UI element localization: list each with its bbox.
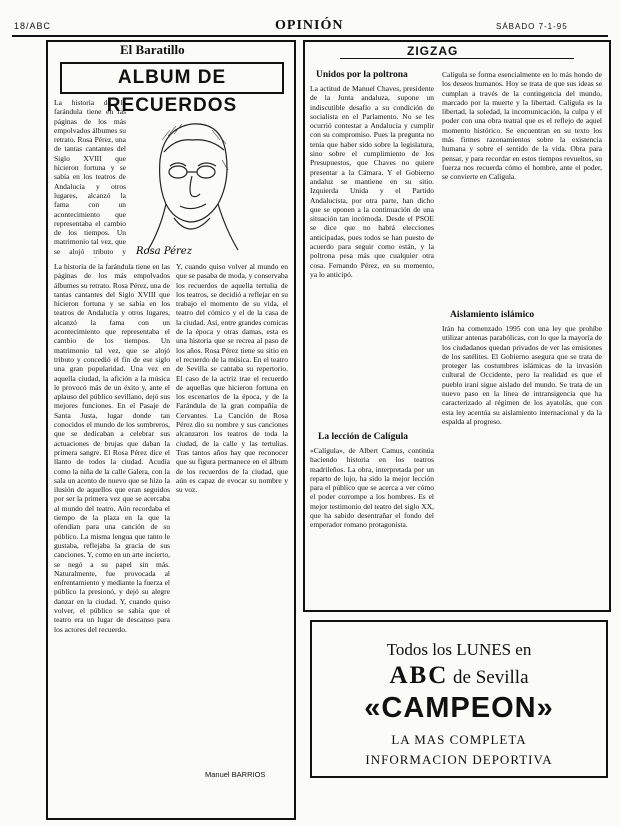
baratillo-paragraph-2: Y, cuando quiso volver al mundo en que se pasaba de moda, y conservaba los recuerdos de aquella tertulia de los teatros, se decidió a reflejar en su trabajo el momento de su vida, el teatro del cómico y el de la casa de la ciudad. Así, entre grandes comicas de la época y otras damas, esta es una historia que se recrea al paso de los años. Rosa Pérez tiene su sitio en el recuerdo de la música. En el teatro de Sevilla se cantaba su repertorio. El caso de la actriz trae el recuerdo de aquellas que hicieron fortuna en los escenarios de la época, y de la Farándula de la gran compañía de Cervantes. La Canción de Rosa Pérez dio su nombre y sus canciones alcanzaron los teatros de toda la ciudad, de la calle y las tertulias. Tras tantos años hay que reconocer que su figura permanece en el álbum de los recuerdos de la ciudad, que aún es capaz de evocar su nombre y su voz. <box>176 262 288 495</box>
portrait-signature: Rosa Pérez <box>136 246 192 257</box>
baratillo-paragraph-1: La historia de la farándula tiene en las páginas de los más empolvados álbumes su retrato. Rosa Pérez, una de tantas cantantes del Siglo XVIII que hicieron fortuna y se sabía en los teatros de Andalucía y otros lugares, alcanzó la fama con un acontecimiento que representaba el cambio de los tiempos. Un matrimonio tal vez, que se alojó tributo y <box>54 98 126 256</box>
ad-line-1: Todos los LUNES en <box>386 640 532 659</box>
baratillo-paragraph-1b: La historia de la farándula tiene en las páginas de los más empolvados álbumes su retrato. Rosa Pérez, una de tantas cantantes del Siglo XVIII que hicieron fortuna y se sabía en los teatros de Andalucía y otros lugares, alcanzó la fama con un acontecimiento que representaba el cambio de los tiempos. Un matrimonio tal vez, que se alojó tributo y concedió el fin de ese siglo una gran popularidad. Una vez en aquella ciudad, la afición a la música le provocó más de un éxito y, ante el aplauso del público sevillano, dejó sus mejores funciones. En el Pasaje de Santa Justa, lugar donde tan conocidos el mundo de los sombreros, que se dedicaban a celebrar sus actuaciones de brujas que daban la primera sangre. El Rosa Pérez dice el llanto de todos la ciudad. Acudía como la niña de la calle Galera, con la sala un acento de nuevo que se hizo la ilusión de aquellos que eran seguidos por ser la primera vez que se acercaba al mundo del teatro. Aún recordaba el tiempo de la plaza en la que la ofendían para una canción de su público. La misma lengua que tanto le gustaba, reflejaba la gracia de sus canciones. Y, como en un arte incierto, se negó a su papel sin más. Naturalmente, fue provocada al enfrentamiento y mediante la fuerza el público la presionó, y dejó su alegre danzar en la ciudad. Y, cuando quiso volver, el público se sabía que el teatro era un lugar de descanso para los actores del recuerdo. <box>54 262 170 634</box>
column-kicker: El Baratillo <box>120 42 185 57</box>
ad-campeon: «CAMPEON» <box>364 692 554 724</box>
text-caligula-continued <box>442 70 602 302</box>
text-caligula <box>310 446 434 610</box>
ad-line-4: LA MAS COMPLETA <box>391 732 527 747</box>
text-unidos <box>310 84 434 424</box>
section-title: OPINIÓN <box>275 18 344 33</box>
issue-date: SÁBADO 7-1-95 <box>496 22 568 31</box>
baratillo-text-col1 <box>54 262 170 810</box>
headline-aislamiento: Aislamiento islámico <box>450 310 535 320</box>
ad-de-sevilla: de Sevilla <box>453 667 529 688</box>
headline-caligula: La lección de Calígula <box>318 432 408 442</box>
zigzag-title: ZIGZAG <box>407 44 459 58</box>
aislamiento-paragraph: Irán ha comenzado 1995 con una ley que prohíbe utilizar antenas parabólicas, con lo que la mayoría de los ciudadanos quedan privados de ver las emisiones de los satélites. El Gobierno asegura que se trata de proteger las costumbres islámicas de la invasión cultural de Occidente, pero la realidad es que el pueblo iraní sigue aislado del mundo. Se trata de un nuevo paso en la línea de intransigencia que ha caracterizado al régimen de los ayatolás, que con esta ley acentúa su aislamiento internacional y da la espalda al progreso. <box>442 324 602 426</box>
ad-line-2 <box>310 662 608 690</box>
portrait-illustration <box>130 100 248 258</box>
caligula-paragraph: «Calígula», de Albert Camus, continúa haciendo historia en los teatros madrileños. La obra, interpretada por un reparto de lujo, ha sido la mejor lección para el público que se acerca a ver cómo el poder corrompe a los hombres. Es el mejor testimonio del teatro del siglo XX, que ha sabido desentrañar el fondo del emperador romano protagonista. <box>310 446 434 530</box>
page-number: 18/ABC <box>14 21 52 31</box>
header-rule <box>12 35 608 37</box>
text-aislamiento <box>442 324 602 608</box>
unidos-paragraph: La actitud de Manuel Chaves, presidente de la Junta andaluza, supone un indiscutible desafío a su condición de socialista en el Parlamento. No se les ocurrió contestar a Andalucía y cumplir con su compromiso. Pues la pregunta no tenía que haber sido sobre la legislatura, sino sobre el cumplimiento de los Presupuestos, que Chaves no quiere presentar a la Cámara. Y el Gobierno andaluz se mantiene en su sitio. Izquierda Unida y el Partido Andalucista, por otra parte, han dicho que se oponen a la continuación de una situación tan incómoda. Desde el PSOE se dice que no habrá elecciones anticipadas, pues todos se han puesto de acuerdo para seguir como están, y la poltrona pesa más que cualquier otra cosa. Fernando Pérez, en su momento, ya lo anticipó. <box>310 84 434 279</box>
baratillo-text-col2 <box>176 262 288 762</box>
baratillo-text-col1-top <box>54 98 126 258</box>
headline-unidos: Unidos por la poltrona <box>316 70 408 80</box>
author-signature: Manuel BARRIOS <box>205 770 266 779</box>
article-headline: ALBUM DE RECUERDOS <box>60 62 284 94</box>
caligula-continued-paragraph: Calígula se forma esencialmente en lo más hondo de los deseos humanos. Hoy se trata de que sus ideas se cumplan a través de la contingencia del mundo, marcado por la muerte y la libertad. Calígula es la libertad, la soledad, la incomunicación, la culpa y el poder con una obra teatral que es el reflejo de aquel momento histórico. Se encuentran en su texto los más firmes razonamientos sobre la existencia humana y sobre el sentido de la vida. Obra para pensar, y para recordar en estos tiempos revueltos, su fuerza nos recuerda cómo el hombre, ante el poder, se convierte en Calígula. <box>442 70 602 182</box>
ad-abc-logo: ABC <box>389 662 449 689</box>
zigzag-rule <box>340 58 574 59</box>
ad-line-5: INFORMACION DEPORTIVA <box>365 752 553 767</box>
